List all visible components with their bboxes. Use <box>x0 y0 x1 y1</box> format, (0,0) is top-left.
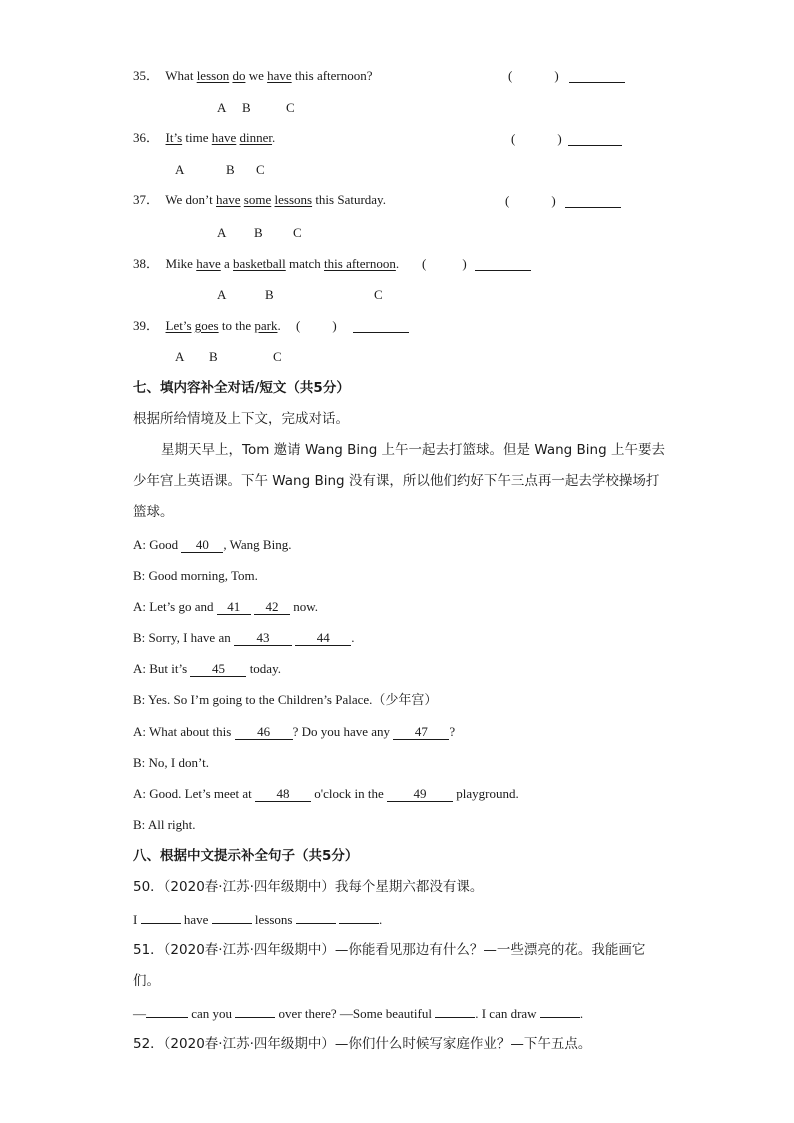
dialogue-line: B: Good morning, Tom. <box>133 568 258 583</box>
question-number: 37． <box>133 192 160 207</box>
option-a: A <box>175 162 185 177</box>
blank-46[interactable]: 46 <box>235 725 293 740</box>
passage-line-1: 星期天早上，Tom 邀请 Wang Bing 上午一起去打篮球。但是 Wang Bing 上午要去 <box>161 442 665 458</box>
answer-blank[interactable] <box>540 1005 580 1018</box>
answer-paren[interactable]: ( ) <box>422 256 467 271</box>
option-b: B <box>265 287 274 302</box>
answer-blank[interactable] <box>235 1005 275 1018</box>
underlined-b: some <box>243 192 272 207</box>
question-51-sentence: — can you over there? —Some beautiful . I can draw . <box>133 1006 584 1021</box>
underlined-c: this afternoon <box>324 256 396 271</box>
question-number: 35． <box>133 68 160 83</box>
question-36: 36． It’s time have dinner. <box>133 130 276 145</box>
underlined-b: do <box>232 68 246 83</box>
underlined-b: goes <box>194 318 219 333</box>
option-a: A <box>217 225 227 240</box>
underlined-c: have <box>267 68 292 83</box>
answer-blank[interactable] <box>296 911 336 924</box>
answer-blank[interactable] <box>435 1005 475 1018</box>
underlined-a: It’s <box>165 130 183 145</box>
question-number: 36． <box>133 130 160 145</box>
section-7-instruction: 根据所给情境及上下文，完成对话。 <box>133 411 349 427</box>
blank-49[interactable]: 49 <box>387 787 453 802</box>
blank-48[interactable]: 48 <box>255 787 311 802</box>
answer-blank[interactable] <box>141 911 181 924</box>
option-c: C <box>374 287 383 302</box>
option-c: C <box>286 100 295 115</box>
answer-blank[interactable] <box>353 320 409 333</box>
dialogue-line: B: No, I don’t. <box>133 755 209 770</box>
answer-blank[interactable] <box>146 1005 188 1018</box>
option-b: B <box>209 349 218 364</box>
question-38: 38． Mike have a basketball match this afternoon. <box>133 256 400 271</box>
dialogue-line: B: Yes. So I’m going to the Children’s Palace.（少年宫） <box>133 692 438 707</box>
blank-47[interactable]: 47 <box>393 725 449 740</box>
answer-paren[interactable]: ( ) <box>511 131 562 146</box>
answer-blank[interactable] <box>569 70 625 83</box>
underlined-a: have <box>216 192 241 207</box>
underlined-a: have <box>196 256 221 271</box>
dialogue-line: A: Let’s go and 41 42 now. <box>133 599 319 614</box>
section-8-title: 八、根据中文提示补全句子（共5分） <box>133 848 359 864</box>
underlined-c: dinner <box>239 130 273 145</box>
option-b: B <box>254 225 263 240</box>
underlined-a: Let’s <box>165 318 192 333</box>
option-c: C <box>273 349 282 364</box>
blank-45[interactable]: 45 <box>190 662 246 677</box>
underlined-b: basketball <box>233 256 286 271</box>
answer-paren[interactable]: ( ) <box>505 193 556 208</box>
question-51-prompt-cont: 们。 <box>133 973 160 989</box>
question-39: 39． Let’s goes to the park. <box>133 318 281 333</box>
blank-42[interactable]: 42 <box>254 600 290 615</box>
question-50-sentence: I have lessons . <box>133 912 383 927</box>
passage-line-3: 篮球。 <box>133 504 174 520</box>
option-a: A <box>217 287 227 302</box>
blank-41[interactable]: 41 <box>217 600 251 615</box>
answer-blank[interactable] <box>212 911 252 924</box>
question-52-prompt: 52．（2020春·江苏·四年级期中）—你们什么时候写家庭作业？—下午五点。 <box>133 1036 592 1052</box>
option-b: B <box>242 100 251 115</box>
question-37: 37． We don’t have some lessons this Saturday. <box>133 192 386 207</box>
blank-40[interactable]: 40 <box>181 538 223 553</box>
option-c: C <box>256 162 265 177</box>
answer-blank[interactable] <box>568 133 622 146</box>
underlined-a: lesson <box>196 68 230 83</box>
blank-43[interactable]: 43 <box>234 631 292 646</box>
answer-blank[interactable] <box>565 195 621 208</box>
section-7-title: 七、填内容补全对话/短文（共5分） <box>133 380 350 396</box>
dialogue-line: A: Good. Let’s meet at 48 o'clock in the 49 playground. <box>133 786 519 801</box>
dialogue-line: A: Good 40 , Wang Bing. <box>133 537 292 552</box>
question-35: 35． What lesson do we have this afternoon? <box>133 68 373 83</box>
option-c: C <box>293 225 302 240</box>
passage-line-2: 少年宫上英语课。下午 Wang Bing 没有课，所以他们约好下午三点再一起去学校操场打 <box>133 473 660 489</box>
answer-paren[interactable]: ( ) <box>508 68 559 83</box>
answer-paren[interactable]: ( ) <box>296 318 337 333</box>
underlined-c: park <box>254 318 278 333</box>
answer-blank[interactable] <box>339 911 379 924</box>
underlined-b: have <box>211 130 237 145</box>
dialogue-line: B: Sorry, I have an 43 44 . <box>133 630 355 645</box>
question-number: 38． <box>133 256 160 271</box>
dialogue-line: A: But it’s 45 today. <box>133 661 281 676</box>
option-b: B <box>226 162 235 177</box>
blank-44[interactable]: 44 <box>295 631 351 646</box>
underlined-c: lessons <box>274 192 313 207</box>
answer-blank[interactable] <box>475 258 531 271</box>
dialogue-line: A: What about this 46 ? Do you have any 47 ? <box>133 724 456 739</box>
dialogue-line: B: All right. <box>133 817 196 832</box>
question-50-prompt: 50．（2020春·江苏·四年级期中）我每个星期六都没有课。 <box>133 879 484 895</box>
option-a: A <box>175 349 185 364</box>
question-51-prompt: 51．（2020春·江苏·四年级期中）—你能看见那边有什么？—一些漂亮的花。我能画它 <box>133 942 646 958</box>
question-number: 39． <box>133 318 160 333</box>
option-a: A <box>217 100 227 115</box>
